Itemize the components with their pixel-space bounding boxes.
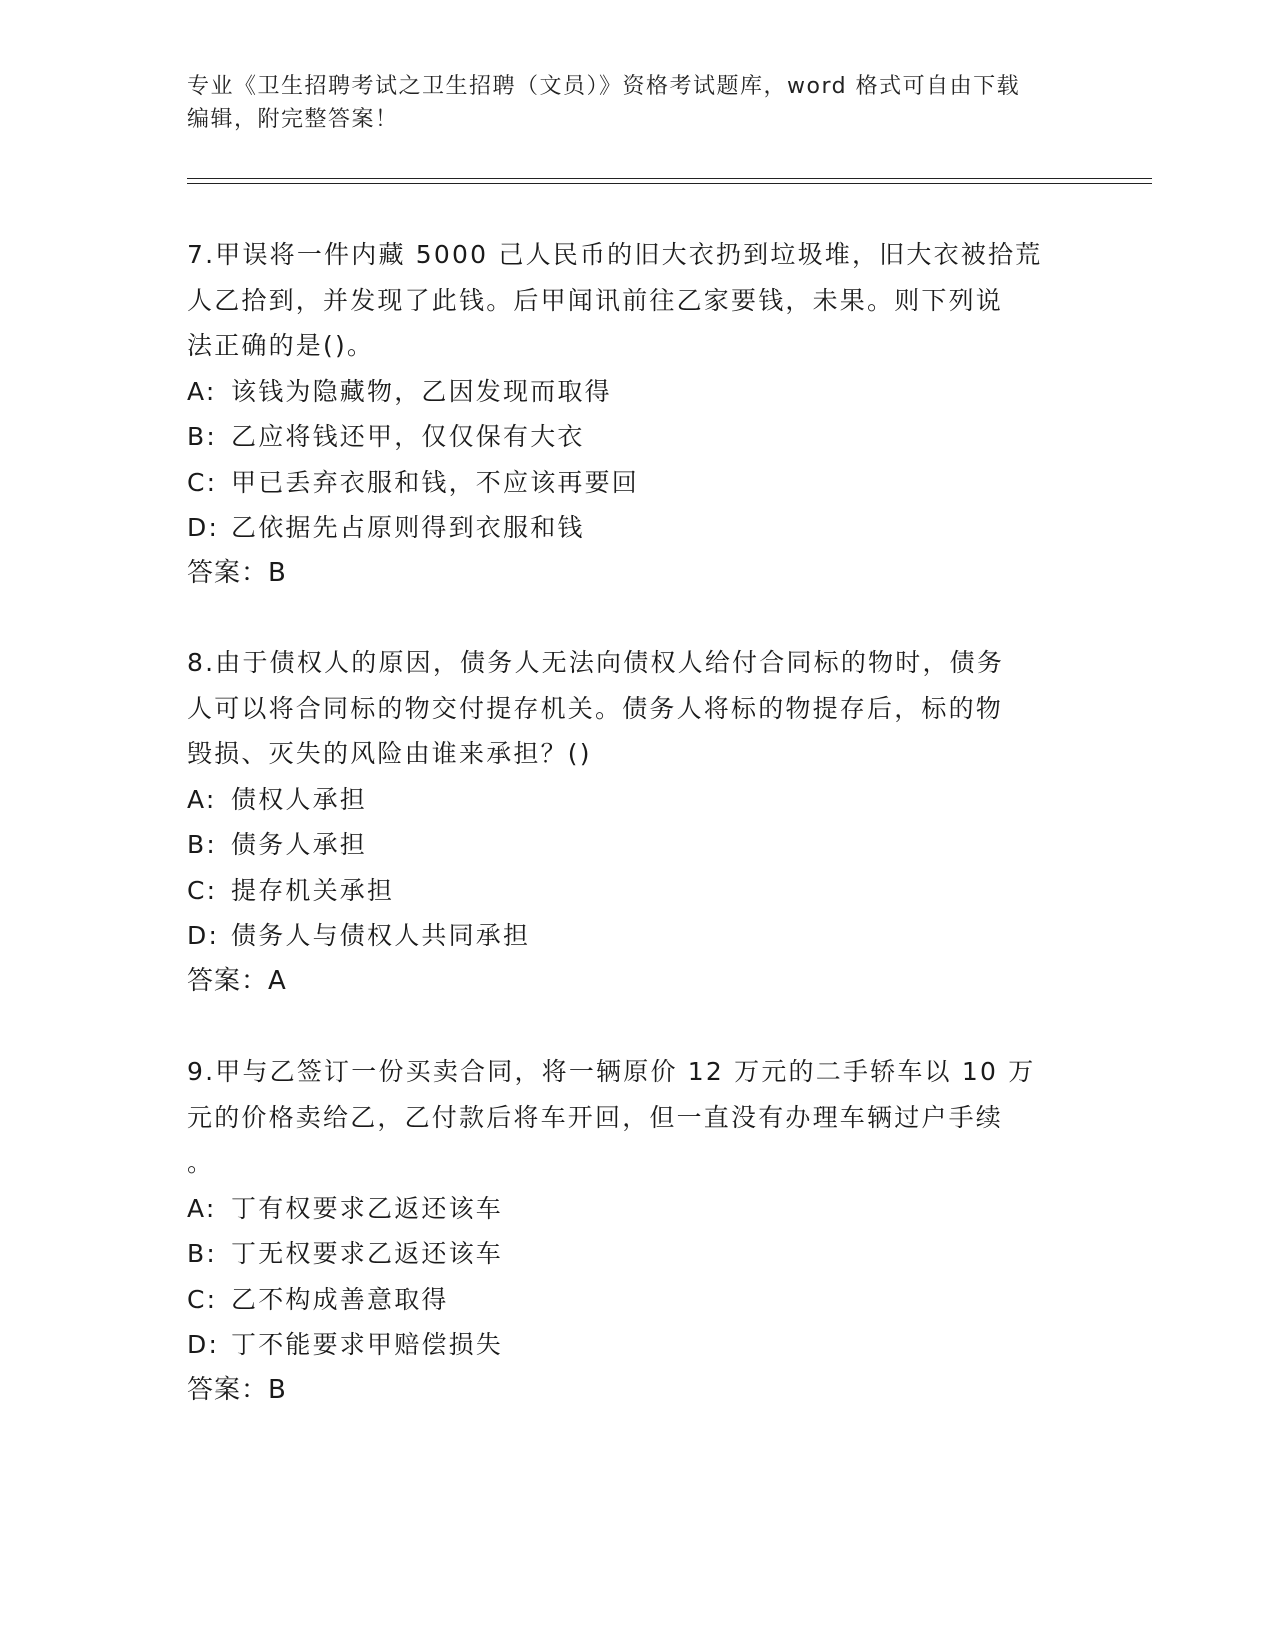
question-stem-line: 。 [187,1148,215,1177]
option-letter: D: [187,921,220,950]
question-stem-line: 人可以将合同标的物交付提存机关。债务人将标的物提存后，标的物 [187,693,1004,723]
option-b [187,1231,1067,1277]
option-text: 丁有权要求乙返还该车 [231,1193,504,1223]
header-line-2: 编辑，附完整答案！ [187,107,399,132]
option-text: 丁无权要求乙返还该车 [231,1239,504,1268]
option-b [187,414,1067,460]
option-a [187,777,1067,823]
option-a [187,369,1067,415]
option-a [187,1186,1067,1232]
answer-line: 答案：A [187,965,287,996]
option-letter: A: [187,376,217,406]
option-letter: D: [187,1330,220,1359]
option-text: 债务人承担 [231,830,368,859]
option-text: 债务人与债权人共同承担 [231,921,531,950]
answer-line: 答案：B [187,1374,287,1405]
question-stem-line: 9.甲与乙签订一份买卖合同，将一辆原价 12 万元的二手轿车以 10 万 [187,1057,1036,1086]
question-stem-line: 法正确的是()。 [187,331,375,360]
option-letter: C: [187,875,218,905]
option-c [187,460,1067,506]
option-text: 乙依据先占原则得到衣服和钱 [231,513,585,542]
answer-line: 答案：B [187,557,287,588]
option-text: 甲已丢弃衣服和钱，不应该再要回 [231,467,640,497]
option-letter: D: [187,513,220,542]
question-stem-line: 元的价格卖给乙，乙付款后将车开回，但一直没有办理车辆过户手续 [187,1102,1004,1132]
option-c [187,1277,1067,1323]
page-header [187,70,1087,136]
question-9 [187,1049,1067,1413]
option-letter: B: [187,1239,217,1268]
option-letter: B: [187,830,217,859]
option-d [187,505,1067,551]
question-8 [187,640,1067,1004]
header-line-1: 专业《卫生招聘考试之卫生招聘（文员）》资格考试题库，word 格式可自由下载 [187,74,1021,99]
header-divider-top [187,178,1152,179]
question-7 [187,232,1067,596]
option-b [187,822,1067,868]
option-letter: A: [187,784,217,814]
question-stem-line: 毁损、灭失的风险由谁来承担？() [187,739,592,768]
option-text: 乙应将钱还甲，仅仅保有大衣 [231,422,585,451]
question-stem-line: 人乙拾到，并发现了此钱。后甲闻讯前往乙家要钱，未果。则下列说 [187,285,1004,315]
option-text: 乙不构成善意取得 [231,1284,449,1314]
option-letter: B: [187,422,217,451]
question-stem-line: 7.甲误将一件内藏 5000 己人民币的旧大衣扔到垃圾堆，旧大衣被拾荒 [187,240,1043,269]
option-d [187,1322,1067,1368]
option-d [187,913,1067,959]
header-divider-bottom [187,183,1152,184]
option-letter: C: [187,467,218,497]
option-letter: A: [187,1193,217,1223]
option-text: 提存机关承担 [231,875,395,905]
option-c [187,868,1067,914]
option-text: 债权人承担 [231,784,368,814]
question-stem-line: 8.由于债权人的原因，债务人无法向债权人给付合同标的物时，债务 [187,648,1005,677]
option-letter: C: [187,1284,218,1314]
option-text: 该钱为隐藏物，乙因发现而取得 [231,376,612,406]
option-text: 丁不能要求甲赔偿损失 [231,1330,504,1359]
